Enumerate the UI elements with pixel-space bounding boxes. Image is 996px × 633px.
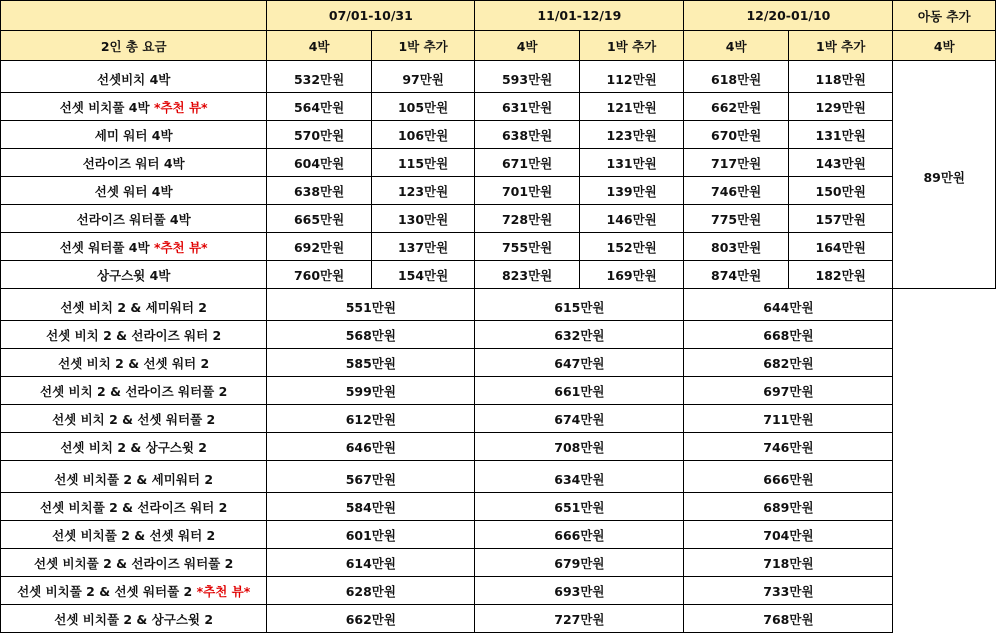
combo-price: 567만원 [267, 461, 475, 493]
price-4-nights: 874만원 [684, 261, 789, 289]
combo-price: 682만원 [684, 349, 893, 377]
beach-combo-group [1, 289, 996, 461]
combo-price: 634만원 [475, 461, 684, 493]
combo-price: 697만원 [684, 377, 893, 405]
combo-price: 584만원 [267, 493, 475, 521]
table-row [1, 605, 996, 633]
combo-price: 693만원 [475, 577, 684, 605]
villa-name: 선셋 비치 2 & 선라이즈 워터풀 2 [40, 383, 228, 399]
price-4-nights: 638만원 [267, 177, 372, 205]
table-row [1, 493, 996, 521]
price-4-nights: 760만원 [267, 261, 372, 289]
table-row [1, 205, 996, 233]
combo-price: 647만원 [475, 349, 684, 377]
price-extra-night: 130만원 [371, 205, 475, 233]
villa-name: 선셋 비치풀 2 & 선셋 워터풀 2 [17, 583, 193, 599]
combo-price: 666만원 [684, 461, 893, 493]
price-extra-night: 137만원 [371, 233, 475, 261]
villa-name: 선셋 비치풀 2 & 선라이즈 워터풀 2 [34, 555, 234, 571]
nights-header: 4박 [267, 31, 372, 61]
price-extra-night: 105만원 [371, 93, 475, 121]
table-row [1, 521, 996, 549]
villa-name: 상구스윗 4박 [96, 267, 171, 283]
table-row [1, 549, 996, 577]
price-extra-night: 154만원 [371, 261, 475, 289]
price-extra-night: 139만원 [579, 177, 684, 205]
recommend-tag: *추천 뷰* [153, 239, 208, 255]
villa-name-cell [1, 461, 267, 493]
villa-name-cell [1, 289, 267, 321]
price-extra-night: 97만원 [371, 61, 475, 93]
price-extra-night: 143만원 [788, 149, 893, 177]
table-row [1, 149, 996, 177]
villa-name-cell [1, 177, 267, 205]
villa-name: 선셋비치 4박 [96, 71, 171, 87]
price-4-nights: 564만원 [267, 93, 372, 121]
price-4-nights: 638만원 [475, 121, 580, 149]
table-row [1, 377, 996, 405]
price-4-nights: 746만원 [684, 177, 789, 205]
villa-name: 선셋 비치 2 & 선셋 워터풀 2 [52, 411, 216, 427]
combo-price: 666만원 [475, 521, 684, 549]
price-4-nights: 618만원 [684, 61, 789, 93]
price-extra-night: 146만원 [579, 205, 684, 233]
combo-price: 632만원 [475, 321, 684, 349]
beachpool-combo-group [1, 461, 996, 633]
price-extra-night: 129만원 [788, 93, 893, 121]
villa-name-cell [1, 577, 267, 605]
price-4-nights: 717만원 [684, 149, 789, 177]
period-header: 07/01-10/31 [267, 1, 475, 31]
villa-name: 선셋 비치 2 & 선셋 워터 2 [58, 355, 210, 371]
villa-name-cell [1, 493, 267, 521]
villa-name-cell [1, 93, 267, 121]
price-4-nights: 593만원 [475, 61, 580, 93]
table-row [1, 61, 996, 93]
table-row [1, 289, 996, 321]
villa-name: 선셋 비치풀 2 & 세미워터 2 [54, 471, 214, 487]
villa-name: 선셋 비치풀 2 & 선라이즈 워터 2 [40, 499, 228, 515]
period-header: 12/20-01/10 [684, 1, 893, 31]
villa-name: 선라이즈 워터 4박 [82, 155, 185, 171]
combo-price: 551만원 [267, 289, 475, 321]
price-4-nights: 670만원 [684, 121, 789, 149]
child-nights-header: 4박 [893, 31, 996, 61]
villa-name: 선셋 비치 2 & 세미워터 2 [60, 299, 207, 315]
combo-price: 599만원 [267, 377, 475, 405]
price-4-nights: 728만원 [475, 205, 580, 233]
table-row [1, 577, 996, 605]
table-row [1, 261, 996, 289]
combo-price: 718만원 [684, 549, 893, 577]
price-4-nights: 665만원 [267, 205, 372, 233]
villa-name: 선셋 비치풀 2 & 상구스윗 2 [54, 611, 214, 627]
period-header-row [1, 1, 996, 31]
price-4-nights: 532만원 [267, 61, 372, 93]
single-villa-group [1, 61, 996, 289]
recommend-tag: *추천 뷰* [153, 99, 208, 115]
child-extra-price: 89만원 [893, 61, 996, 289]
corner-cell [1, 1, 267, 31]
period-header: 11/01-12/19 [475, 1, 684, 31]
combo-price: 768만원 [684, 605, 893, 633]
extra-night-header: 1박 추가 [788, 31, 893, 61]
price-extra-night: 169만원 [579, 261, 684, 289]
price-extra-night: 157만원 [788, 205, 893, 233]
villa-name: 선셋 비치 2 & 선라이즈 워터 2 [46, 327, 222, 343]
price-4-nights: 662만원 [684, 93, 789, 121]
villa-name: 선셋 비치풀 4박 [59, 99, 150, 115]
villa-name-cell [1, 233, 267, 261]
combo-price: 615만원 [475, 289, 684, 321]
price-extra-night: 152만원 [579, 233, 684, 261]
price-4-nights: 775만원 [684, 205, 789, 233]
villa-name-cell [1, 61, 267, 93]
combo-price: 612만원 [267, 405, 475, 433]
combo-price: 662만원 [267, 605, 475, 633]
combo-price: 679만원 [475, 549, 684, 577]
villa-name-cell [1, 549, 267, 577]
villa-name-cell [1, 349, 267, 377]
combo-price: 708만원 [475, 433, 684, 461]
subheader-row [1, 31, 996, 61]
price-extra-night: 150만원 [788, 177, 893, 205]
table-row [1, 349, 996, 377]
price-4-nights: 671만원 [475, 149, 580, 177]
price-4-nights: 604만원 [267, 149, 372, 177]
table-row [1, 93, 996, 121]
price-extra-night: 115만원 [371, 149, 475, 177]
combo-price: 727만원 [475, 605, 684, 633]
combo-price: 651만원 [475, 493, 684, 521]
row-title-header: 2인 총 요금 [1, 31, 267, 61]
price-extra-night: 182만원 [788, 261, 893, 289]
villa-name-cell [1, 433, 267, 461]
table-row [1, 405, 996, 433]
combo-price: 568만원 [267, 321, 475, 349]
combo-price: 661만원 [475, 377, 684, 405]
villa-name: 선라이즈 워터풀 4박 [76, 211, 191, 227]
villa-name-cell [1, 605, 267, 633]
recommend-tag: *추천 뷰* [196, 583, 251, 599]
combo-price: 668만원 [684, 321, 893, 349]
villa-name-cell [1, 321, 267, 349]
villa-name: 선셋 비치 2 & 상구스윗 2 [60, 439, 207, 455]
villa-name-cell [1, 149, 267, 177]
combo-price: 689만원 [684, 493, 893, 521]
price-extra-night: 164만원 [788, 233, 893, 261]
combo-price: 646만원 [267, 433, 475, 461]
price-4-nights: 755만원 [475, 233, 580, 261]
combo-price: 614만원 [267, 549, 475, 577]
villa-name-cell [1, 521, 267, 549]
price-4-nights: 570만원 [267, 121, 372, 149]
nights-header: 4박 [475, 31, 580, 61]
villa-name: 선셋 워터풀 4박 [59, 239, 150, 255]
combo-price: 733만원 [684, 577, 893, 605]
combo-price: 711만원 [684, 405, 893, 433]
price-extra-night: 106만원 [371, 121, 475, 149]
price-4-nights: 701만원 [475, 177, 580, 205]
price-extra-night: 131만원 [579, 149, 684, 177]
combo-price: 628만원 [267, 577, 475, 605]
villa-name-cell [1, 121, 267, 149]
extra-night-header: 1박 추가 [371, 31, 475, 61]
price-extra-night: 123만원 [579, 121, 684, 149]
combo-price: 746만원 [684, 433, 893, 461]
villa-name-cell [1, 261, 267, 289]
price-4-nights: 803만원 [684, 233, 789, 261]
price-4-nights: 692만원 [267, 233, 372, 261]
child-extra-header: 아동 추가 [893, 1, 996, 31]
villa-name: 선셋 비치풀 2 & 선셋 워터 2 [52, 527, 216, 543]
combo-price: 704만원 [684, 521, 893, 549]
price-extra-night: 121만원 [579, 93, 684, 121]
extra-night-header: 1박 추가 [579, 31, 684, 61]
villa-name-cell [1, 405, 267, 433]
price-extra-night: 118만원 [788, 61, 893, 93]
table-row [1, 233, 996, 261]
price-extra-night: 112만원 [579, 61, 684, 93]
villa-name: 세미 워터 4박 [94, 127, 173, 143]
table-row [1, 433, 996, 461]
villa-name: 선셋 워터 4박 [94, 183, 173, 199]
combo-price: 601만원 [267, 521, 475, 549]
villa-name-cell [1, 377, 267, 405]
price-extra-night: 123만원 [371, 177, 475, 205]
combo-price: 644만원 [684, 289, 893, 321]
villa-name-cell [1, 205, 267, 233]
price-extra-night: 131만원 [788, 121, 893, 149]
table-row [1, 121, 996, 149]
nights-header: 4박 [684, 31, 789, 61]
price-4-nights: 631만원 [475, 93, 580, 121]
combo-price: 674만원 [475, 405, 684, 433]
table-row [1, 177, 996, 205]
combo-price: 585만원 [267, 349, 475, 377]
table-row [1, 461, 996, 493]
price-4-nights: 823만원 [475, 261, 580, 289]
table-row [1, 321, 996, 349]
